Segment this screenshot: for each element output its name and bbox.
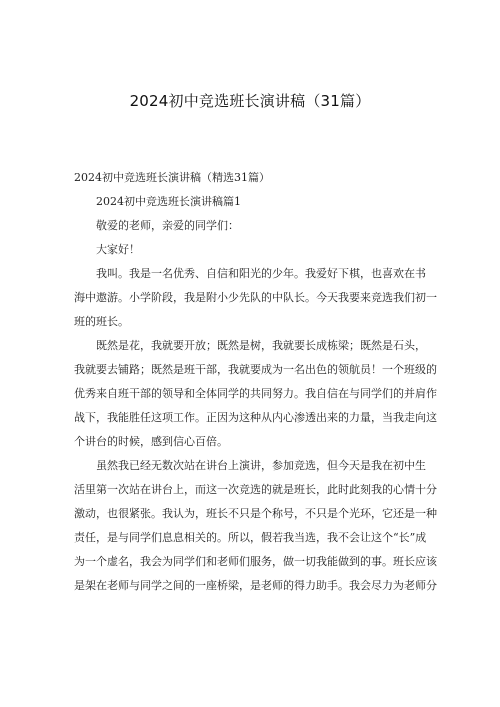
paragraph-2	[74, 334, 437, 454]
document-title: 2024初中竞选班长演讲稿（31篇）	[129, 92, 371, 110]
paragraph-line: 既然是花，我就要开放；既然是树，我就要长成栋梁；既然是石头，	[96, 339, 426, 352]
greeting: 大家好！	[96, 243, 140, 256]
section-heading: 2024初中竞选班长演讲稿篇1	[96, 195, 241, 208]
paragraph-line: 虽然我已经无数次站在讲台上演讲，参加竞选，但今天是我在初中生	[96, 459, 426, 472]
paragraph-line: 我叫。我是一名优秀、自信和阳光的少年。我爱好下棋，也喜欢在书	[96, 267, 426, 280]
paragraph-line: 为一个虚名，我会为同学们和老师们服务，做一切我能做到的事。班长应该	[74, 555, 437, 568]
paragraph-line: 是架在老师与同学之间的一座桥梁，是老师的得力助手。我会尽力为老师分	[74, 579, 437, 592]
paragraph-line: 战下，我能胜任这项工作。正因为这种从内心渗透出来的力量，当我走向这	[74, 411, 437, 424]
paragraph-line: 责任，是与同学们息息相关的。所以，假若我当选，我不会让这个“长”成	[74, 531, 427, 544]
document-subtitle: 2024初中竞选班长演讲稿（精选31篇）	[74, 171, 270, 184]
paragraph-line: 活里第一次站在讲台上，而这一次竞选的就是班长，此时此刻我的心情十分	[74, 483, 437, 496]
paragraph-1	[74, 262, 437, 334]
paragraph-line: 海中遨游。小学阶段，我是附小少先队的中队长。今天我要来竞选我们初一	[74, 291, 437, 304]
salutation: 敬爱的老师，亲爱的同学们：	[96, 219, 239, 232]
paragraph-line: 优秀来自班干部的领导和全体同学的共同努力。我自信在与同学们的并肩作	[74, 387, 437, 400]
paragraph-3	[74, 454, 437, 598]
paragraph-line: 个讲台的时候，感到信心百倍。	[74, 435, 228, 448]
paragraph-line: 激动，也很紧张。我认为，班长不只是个称号，不只是个光环，它还是一种	[74, 507, 437, 520]
paragraph-line: 我就要去铺路；既然是班干部，我就要成为一名出色的领航员！一个班级的	[74, 363, 437, 376]
paragraph-line: 班的班长。	[74, 315, 129, 328]
document-body	[74, 166, 437, 598]
